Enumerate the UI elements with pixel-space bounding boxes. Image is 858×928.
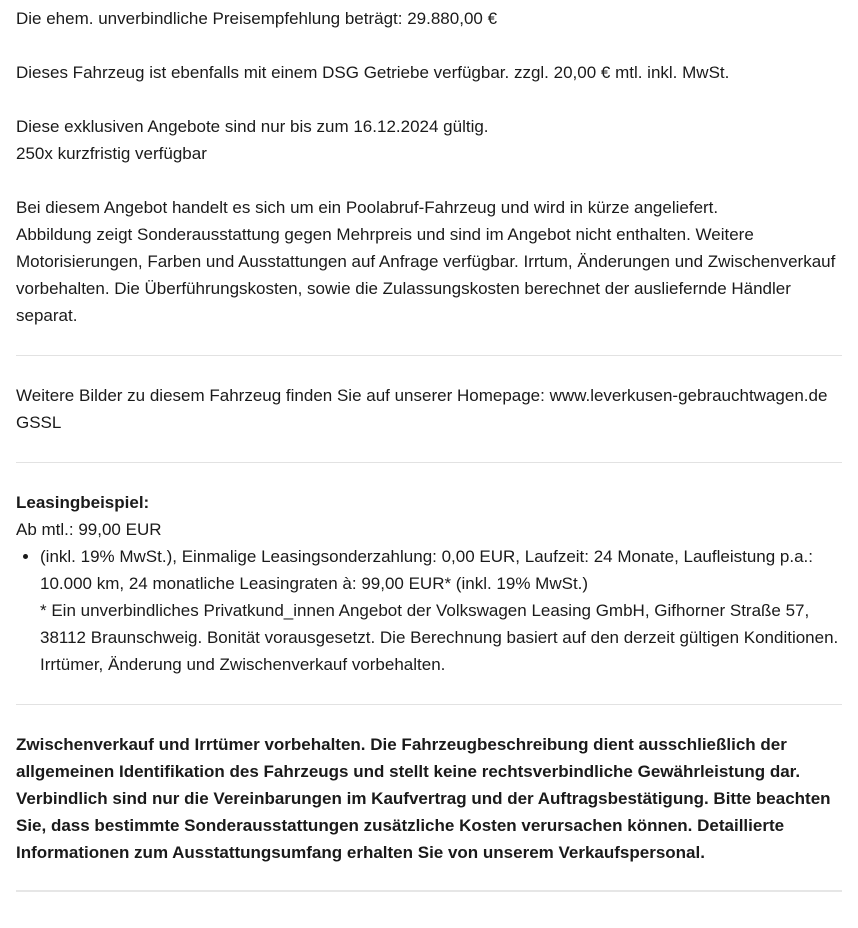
dsg-note-text: Dieses Fahrzeug ist ebenfalls mit einem DSG Getriebe verfügbar. zzgl. 20,00 € mtl. inkl. MwSt. <box>16 63 730 82</box>
leasing-details-list <box>16 543 842 678</box>
leasing-details-item <box>40 543 842 678</box>
equipment-disclaimer: Abbildung zeigt Sonderausstattung gegen Mehrpreis und sind im Angebot nicht enthalten. Weitere Motorisierungen, Farben und Ausstattungen auf Anfrage verfügbar. Irrtum, Änderungen und Zwischenverkauf vorbehalten. Die Überführungskosten, sowie die Zulassungskosten berechnet der ausliefernde Händler separat. <box>16 225 836 325</box>
section-divider <box>16 355 842 356</box>
spacer <box>16 167 842 194</box>
dealer-code: GSSL <box>16 413 62 432</box>
offer-validity-text: Diese exklusiven Angebote sind nur bis zum 16.12.2024 gültig. <box>16 117 489 136</box>
section-divider <box>16 704 842 705</box>
section-divider <box>16 462 842 463</box>
legal-disclaimer: Zwischenverkauf und Irrtümer vorbehalten. Die Fahrzeugbeschreibung dient ausschließlich der allgemeinen Identifikation des Fahrzeugs und stellt keine rechtsverbindliche Gewährleistung dar. Verbindlich sind nur die Vereinbarungen im Kaufvertrag und der Auftragsbestätigung. Bitte beachten Sie, dass bestimmte Sonderausstattungen zusätzliche Kosten verursachen können. Detaillierte Informationen zum Ausstattungsumfang erhalten Sie von unserem Verkaufspersonal. <box>16 735 831 862</box>
bottom-divider <box>16 890 842 892</box>
availability-text: 250x kurzfristig verfügbar <box>16 144 207 163</box>
spacer <box>16 32 842 59</box>
leasing-footnote-text: * Ein unverbindliches Privatkund_innen Angebot der Volkswagen Leasing GmbH, Gifhorner Straße 57, 38112 Braunschweig. Bonität vorausgesetzt. Die Berechnung basiert auf den derzeit gültigen Konditionen. Irrtümer, Änderung und Zwischenverkauf vorbehalten. <box>40 601 839 674</box>
leasing-details-text: (inkl. 19% MwSt.), Einmalige Leasingsonderzahlung: 0,00 EUR, Laufzeit: 24 Monate, Laufleistung p.a.: 10.000 km, 24 monatliche Leasingraten à: 99,00 EUR* (inkl. 19% MwSt.) <box>40 547 813 593</box>
price-recommendation-text: Die ehem. unverbindliche Preisempfehlung beträgt: 29.880,00 € <box>16 9 498 28</box>
images-note-text: Weitere Bilder zu diesem Fahrzeug finden Sie auf unserer Homepage: www.leverkusen-gebrauchtwagen.de <box>16 386 828 405</box>
leasing-monthly-rate: Ab mtl.: 99,00 EUR <box>16 520 162 539</box>
leasing-heading: Leasingbeispiel: <box>16 493 150 512</box>
pool-vehicle-note: Bei diesem Angebot handelt es sich um ein Poolabruf-Fahrzeug und wird in kürze angeliefert. <box>16 198 719 217</box>
spacer <box>16 86 842 113</box>
